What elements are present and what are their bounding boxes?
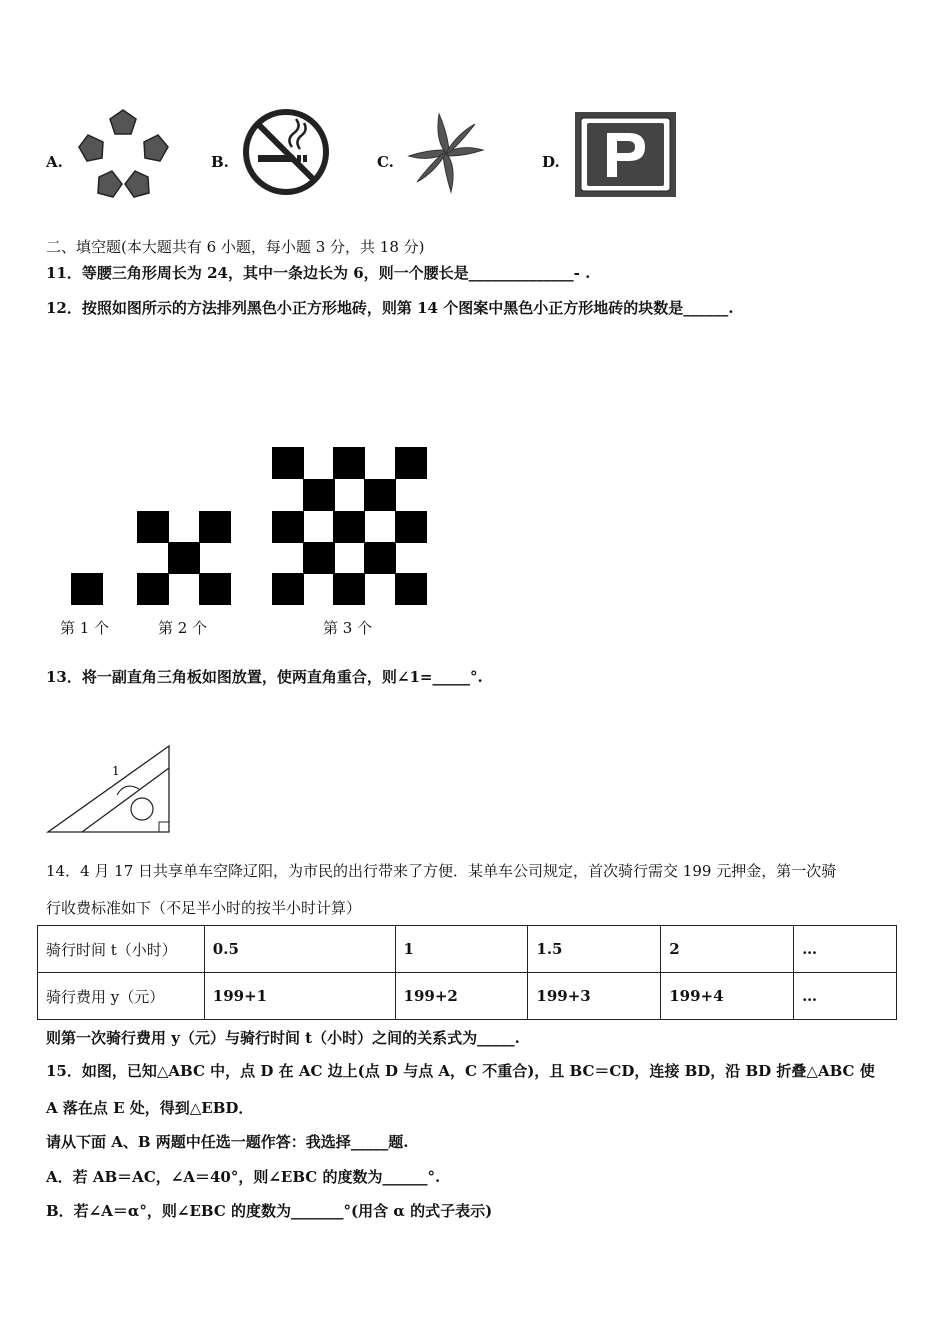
parking-sign-icon bbox=[574, 111, 677, 198]
tile bbox=[364, 479, 396, 511]
section-heading: 二、填空题(本大题共有 6 小题，每小题 3 分，共 18 分) bbox=[46, 238, 425, 256]
question-15-line2: A 落在点 E 处，得到△EBD． bbox=[46, 1099, 254, 1117]
pentagon-ring-icon bbox=[76, 108, 171, 198]
tile bbox=[395, 511, 427, 543]
table-row bbox=[38, 926, 897, 973]
option-b-label: B. bbox=[211, 153, 229, 171]
set-square-figure bbox=[44, 742, 174, 836]
tile bbox=[333, 511, 365, 543]
tile bbox=[199, 573, 231, 605]
question-12: 12．按照如图所示的方法排列黑色小正方形地砖，则第 14 个图案中黑色小正方形地砖的块数是______. bbox=[46, 299, 734, 317]
row-header-cost: 骑行费用 y（元） bbox=[38, 973, 205, 1020]
table-row bbox=[38, 973, 897, 1020]
table-cell: 0.5 bbox=[204, 926, 395, 973]
option-a-label: A. bbox=[46, 153, 63, 171]
question-14-after: 则第一次骑行费用 y（元）与骑行时间 t（小时）之间的关系式为_____. bbox=[46, 1029, 520, 1047]
table-cell: 1.5 bbox=[528, 926, 661, 973]
no-smoking-icon bbox=[240, 107, 332, 197]
tile bbox=[333, 447, 365, 479]
tile bbox=[137, 511, 169, 543]
tile bbox=[303, 542, 335, 574]
pinwheel-icon bbox=[405, 110, 487, 196]
table-cell: … bbox=[794, 926, 897, 973]
option-d-label: D. bbox=[542, 153, 560, 171]
tile bbox=[272, 511, 304, 543]
table-cell: 1 bbox=[395, 926, 528, 973]
figure-caption-1: 第 1 个 bbox=[60, 619, 110, 637]
question-14-line1: 14．4 月 17 日共享单车空降辽阳，为市民的出行带来了方便．某单车公司规定，首次骑行需交 199 元押金，第一次骑 bbox=[46, 862, 837, 880]
table-cell: 199+4 bbox=[661, 973, 794, 1020]
question-15-line3: 请从下面 A、B 两题中任选一题作答：我选择_____题. bbox=[46, 1133, 409, 1151]
tile bbox=[272, 447, 304, 479]
table-cell: 199+1 bbox=[204, 973, 395, 1020]
tile bbox=[199, 511, 231, 543]
tile bbox=[272, 573, 304, 605]
table-cell: 199+2 bbox=[395, 973, 528, 1020]
tile bbox=[395, 447, 427, 479]
option-c-label: C. bbox=[377, 153, 394, 171]
tile bbox=[168, 542, 200, 574]
question-14-line2: 行收费标准如下（不足半小时的按半小时计算） bbox=[46, 899, 362, 917]
figure-caption-3: 第 3 个 bbox=[323, 619, 373, 637]
tile bbox=[137, 573, 169, 605]
angle-label: 1 bbox=[112, 764, 120, 778]
question-15-part-a: A．若 AB＝AC，∠A＝40°，则∠EBC 的度数为______°. bbox=[46, 1168, 441, 1186]
tile bbox=[71, 573, 103, 605]
question-11: 11．等腰三角形周长为 24，其中一条边长为 6，则一个腰长是______________- . bbox=[46, 264, 591, 282]
table-cell: 2 bbox=[661, 926, 794, 973]
table-cell: 199+3 bbox=[528, 973, 661, 1020]
fee-table bbox=[37, 925, 897, 1020]
table-cell: … bbox=[794, 973, 897, 1020]
tile bbox=[303, 479, 335, 511]
question-13: 13．将一副直角三角板如图放置，使两直角重合，则∠1=_____°. bbox=[46, 668, 483, 686]
tile bbox=[395, 573, 427, 605]
question-15-line1: 15．如图，已知△ABC 中，点 D 在 AC 边上(点 D 与点 A，C 不重合)，且 BC＝CD，连接 BD，沿 BD 折叠△ABC 使 bbox=[46, 1062, 875, 1080]
row-header-time: 骑行时间 t（小时） bbox=[38, 926, 205, 973]
question-15-part-b: B．若∠A＝α°，则∠EBC 的度数为_______°(用含 α 的式子表示) bbox=[46, 1202, 493, 1220]
tile bbox=[333, 573, 365, 605]
tile bbox=[364, 542, 396, 574]
figure-caption-2: 第 2 个 bbox=[158, 619, 208, 637]
